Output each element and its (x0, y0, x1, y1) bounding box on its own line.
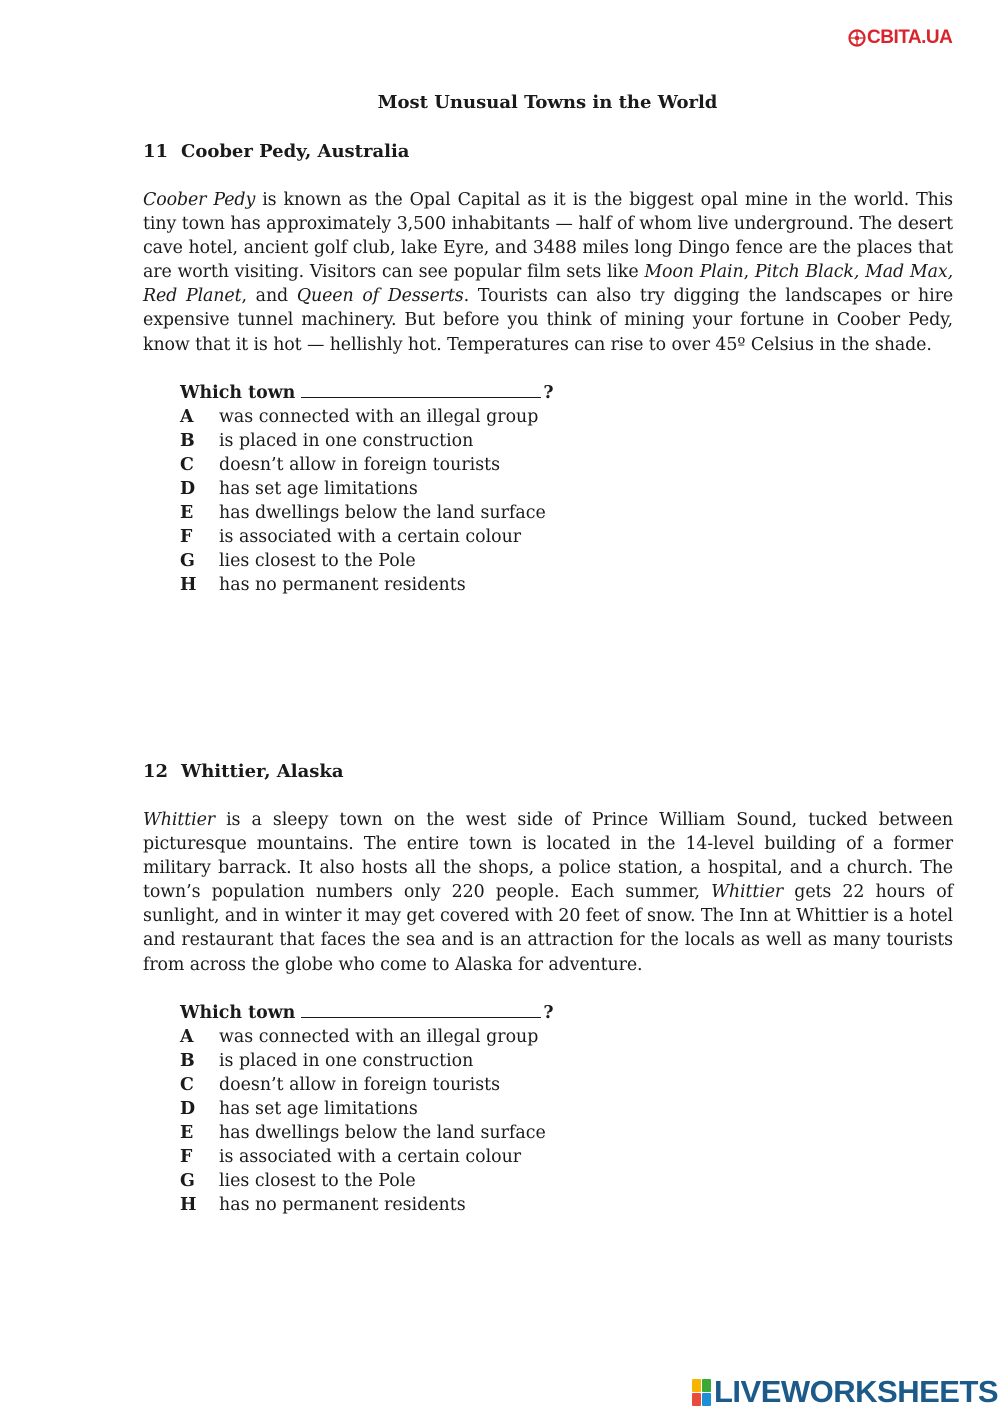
section-number: 12 (143, 761, 169, 782)
option-letter: E (180, 503, 194, 524)
question-stem (180, 1001, 953, 1025)
answer-blank[interactable] (301, 1003, 541, 1018)
option-text: has dwellings below the land surface (219, 1123, 546, 1144)
section-title: Coober Pedy, Australia (181, 141, 410, 162)
option-letter: E (180, 1123, 194, 1144)
option-d[interactable] (180, 477, 953, 501)
text-run: is a sleepy town on the west side of Prince William Sound, tucked between picturesque mountains. The entire town is located in the 14-level building of a former military barrack. It also hosts all the shops, a police station, a hospital, and a church. The town’s population numbers only 220 people. Each summer, (143, 810, 953, 903)
question-block (180, 381, 953, 598)
option-text: has no permanent residents (219, 1195, 466, 1216)
osvita-logo[interactable] (848, 27, 952, 49)
option-letter: D (180, 1099, 196, 1120)
option-text: has dwellings below the land surface (219, 503, 546, 524)
option-text: was connected with an illegal group (219, 406, 539, 427)
option-d[interactable] (180, 1097, 953, 1121)
option-letter: B (180, 1050, 195, 1071)
section-heading (143, 760, 953, 784)
option-text: is associated with a certain colour (219, 527, 522, 548)
section-12 (143, 760, 953, 1218)
option-letter: C (180, 1074, 194, 1095)
option-h[interactable] (180, 1193, 953, 1217)
option-b[interactable] (180, 1049, 953, 1073)
option-text: lies closest to the Pole (219, 1171, 416, 1192)
section-title: Whittier, Alaska (181, 761, 344, 782)
option-a[interactable] (180, 1025, 953, 1049)
live-badge-icon (692, 1379, 711, 1406)
text-run: . Tourists can also try digging the landscapes or hire expensive tunnel machinery. But before you think of mining your fortune in Coober Pedy, know that it is hot — hellishly hot. Temperatures can rise to over 45º Celsius in the shade. (143, 286, 954, 355)
option-h[interactable] (180, 573, 953, 597)
option-text: doesn’t allow in foreign tourists (219, 454, 501, 475)
question-stem-text: Which town (180, 1002, 296, 1023)
question-stem (180, 381, 953, 405)
option-text: was connected with an illegal group (219, 1026, 539, 1047)
option-letter: C (180, 454, 194, 475)
option-letter: A (180, 406, 194, 427)
italic-text-run: Whittier (143, 810, 215, 830)
text-run: , (743, 262, 755, 283)
option-e[interactable] (180, 1121, 953, 1145)
option-g[interactable] (180, 549, 953, 573)
option-b[interactable] (180, 429, 953, 453)
option-text: has no permanent residents (219, 575, 466, 596)
answer-blank[interactable] (301, 383, 541, 398)
question-stem-text: Which town (180, 382, 296, 403)
text-run: , and (241, 286, 297, 307)
option-a[interactable] (180, 405, 953, 429)
option-letter: G (180, 551, 195, 572)
option-text: doesn’t allow in foreign tourists (219, 1074, 501, 1095)
text-run: is known as the Opal Capital as it is the biggest opal mine in the world. This tiny town has approximately 3,500 inhabitants — half of whom live underground. The desert cave hotel, ancient golf club, lake Eyre, and 3488 miles long Dingo fence are the places that are worth visiting. Visitors can see popular film sets like (143, 190, 953, 283)
text-run: gets 22 hours of sunlight, and in winter it may get covered with 20 feet of snow. The Inn at Whittier is a hotel and restaurant that faces the sea and is an attraction for the locals as well as many tourists from across the globe who come to Alaska for adventure. (143, 882, 953, 975)
osvita-logo-text: CBITA.UA (867, 27, 953, 48)
section-heading (143, 140, 953, 164)
section-paragraph (143, 808, 953, 977)
question-block (180, 1001, 953, 1218)
option-text: has set age limitations (219, 479, 418, 500)
question-mark: ? (543, 382, 554, 403)
option-text: is placed in one construction (219, 430, 474, 451)
italic-text-run: Coober Pedy (143, 190, 256, 210)
option-text: lies closest to the Pole (219, 551, 416, 572)
italic-text-run: Pitch Black, Mad Max, Red Planet (143, 262, 954, 307)
option-text: has set age limitations (219, 1099, 418, 1120)
options-list (180, 1025, 953, 1218)
italic-text-run: Queen of Desserts (296, 286, 464, 307)
option-g[interactable] (180, 1169, 953, 1193)
option-text: is placed in one construction (219, 1050, 474, 1071)
question-mark: ? (543, 1002, 554, 1023)
section-paragraph (143, 188, 953, 357)
italic-text-run: Whittier (711, 882, 784, 903)
italic-text-run: Moon Plain (644, 262, 744, 283)
option-letter: H (180, 575, 197, 596)
liveworksheets-logo-text: LIVEWORKSHEETS (714, 1374, 999, 1409)
option-c[interactable] (180, 453, 953, 477)
options-list (180, 405, 953, 598)
option-text: is associated with a certain colour (219, 1147, 522, 1168)
liveworksheets-logo[interactable] (692, 1374, 998, 1410)
option-letter: D (180, 479, 196, 500)
section-11 (143, 140, 953, 598)
option-letter: B (180, 430, 195, 451)
option-c[interactable] (180, 1073, 953, 1097)
option-e[interactable] (180, 501, 953, 525)
option-letter: A (180, 1026, 194, 1047)
option-letter: H (180, 1195, 197, 1216)
page-title: Most Unusual Towns in the World (377, 92, 718, 113)
option-letter: G (180, 1171, 195, 1192)
option-letter: F (180, 1147, 193, 1168)
section-number: 11 (143, 141, 169, 162)
option-f[interactable] (180, 1145, 953, 1169)
option-letter: F (180, 527, 193, 548)
osvita-emblem-icon (848, 29, 866, 47)
option-f[interactable] (180, 525, 953, 549)
